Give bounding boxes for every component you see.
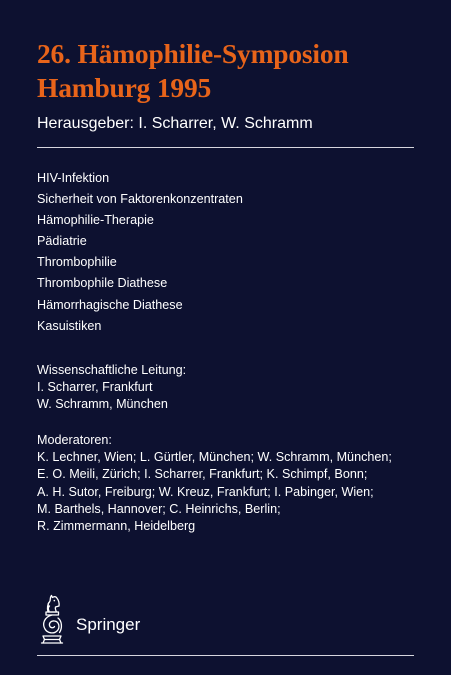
scientific-lead-name: W. Schramm, München [37, 397, 168, 412]
springer-knight-icon [35, 591, 69, 647]
topic-item: Hämophilie-Therapie [37, 213, 154, 228]
topic-item: Thrombophile Diathese [37, 276, 168, 291]
book-title-line-2: Hamburg 1995 [37, 72, 212, 103]
book-title-line-1: 26. Hämophilie-Symposion [37, 38, 349, 69]
topic-item: HIV-Infektion [37, 171, 110, 185]
publisher-name: Springer [76, 615, 141, 634]
scientific-lead-heading: Wissenschaftliche Leitung: [37, 363, 187, 377]
moderators-heading: Moderatoren: [37, 433, 112, 447]
editors-line: Herausgeber: I. Scharrer, W. Schramm [37, 115, 313, 132]
book-title [37, 37, 349, 105]
bottom-divider [37, 655, 414, 656]
moderators-line: E. O. Meili, Zürich; I. Scharrer, Frankfurt; K. Schimpf, Bonn; [37, 467, 368, 482]
topic-item: Thrombophilie [37, 255, 117, 270]
moderators-line: M. Barthels, Hannover; C. Heinrichs, Berlin; [37, 501, 281, 516]
scientific-lead-name: I. Scharrer, Frankfurt [37, 380, 153, 395]
topic-item: Hämorrhagische Diathese [37, 297, 183, 312]
moderators-line: A. H. Sutor, Freiburg; W. Kreuz, Frankfurt; I. Pabinger, Wien; [37, 484, 374, 499]
topic-item: Sicherheit von Faktorenkonzentraten [37, 192, 243, 207]
scientific-lead-section [37, 362, 186, 414]
moderators-line: K. Lechner, Wien; L. Gürtler, München; W. Schramm, München; [37, 450, 392, 465]
moderators-section [37, 432, 392, 535]
topic-item: Kasuistiken [37, 318, 102, 333]
topic-item: Pädiatrie [37, 234, 87, 249]
top-divider [37, 147, 414, 148]
moderators-line: R. Zimmermann, Heidelberg [37, 518, 196, 533]
topic-list [37, 168, 243, 337]
